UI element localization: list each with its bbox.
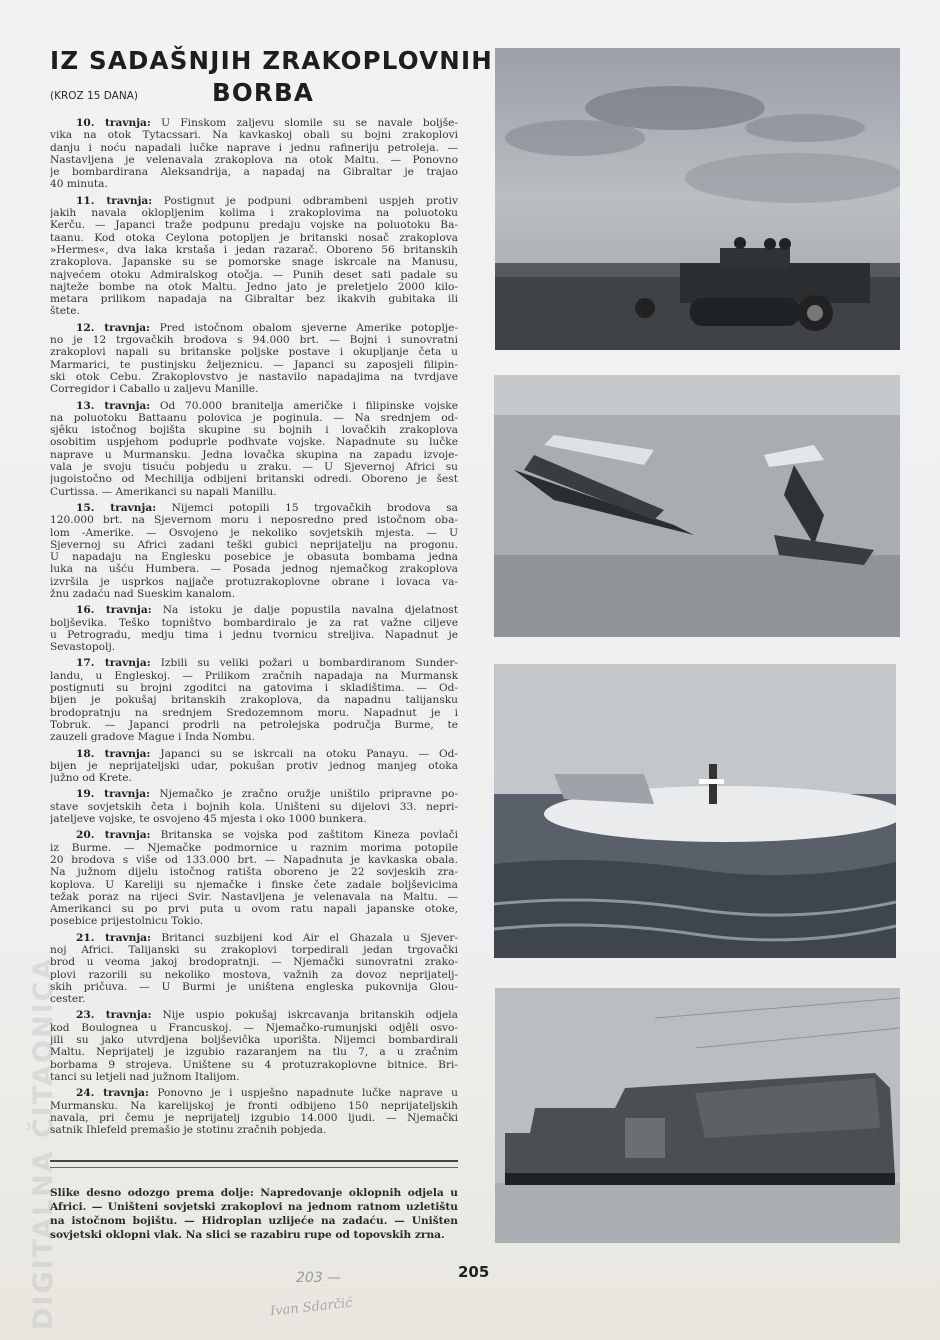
dated-entry bbox=[50, 502, 458, 600]
text-line: Nastavljena je velenavala zrakoplova na otok Maltu. — Ponovno bbox=[50, 153, 458, 166]
pencil-note-signature: Ivan Sdarčić bbox=[269, 1295, 354, 1320]
entry-text: Pred istočnom obalom sjeverne Amerike potoplje- bbox=[150, 321, 458, 334]
dated-entry bbox=[50, 195, 458, 318]
text-line: no je 12 trgovačkih brodova s 94.000 brt. — Bojni i sunovratni bbox=[50, 334, 458, 347]
caption-line: sovjetski oklopni vlak. Na slici se razabiru rupe od topovskih zrna. bbox=[50, 1229, 445, 1241]
entry-text: Izbili su veliki požari u bombardiranom Sunder- bbox=[150, 657, 458, 670]
photo-seaplane bbox=[494, 664, 896, 958]
text-line: taanu. Kod otoka Ceylona potopljen je britanski nosač zrakoplova bbox=[50, 231, 458, 244]
text-line: Curtissa. — Amerikanci su napali Manillu. bbox=[50, 485, 277, 498]
entry-date: 21. travnja: bbox=[76, 931, 151, 944]
entry-text: Postignut je podpuni odbrambeni uspjeh protiv bbox=[152, 194, 458, 207]
dated-entry bbox=[50, 322, 458, 396]
text-line bbox=[50, 604, 458, 616]
entry-date: 24. travnja: bbox=[76, 1087, 149, 1100]
entry-date: 11. travnja: bbox=[76, 194, 153, 207]
photo-caption bbox=[50, 1186, 458, 1242]
text-line: 20 brodova s više od 133.000 brt. — Napadnuta je kavkaska obala. bbox=[50, 853, 458, 866]
text-line bbox=[50, 657, 458, 669]
text-line bbox=[50, 788, 458, 800]
dated-entry bbox=[50, 400, 458, 498]
text-line: je bombardirana Aleksandrija, a napadaj na Gibraltar je trajao bbox=[50, 166, 458, 179]
text-line: južno od Krete. bbox=[50, 772, 132, 785]
entry-date: 19. travnja: bbox=[76, 788, 150, 801]
entry-date: 16. travnja: bbox=[76, 604, 152, 617]
text-line: Murmansku. Na karelijskoj je fronti odbijeno 150 neprijateljskih bbox=[50, 1099, 458, 1112]
text-line: Na južnom dijelu istočnog ratišta oboreno je 22 sovjeskih zra- bbox=[50, 866, 458, 879]
dated-entry bbox=[50, 604, 458, 653]
text-line: težak poraz na rijeci Svir. Nastavljena je velenavala na Maltu. — bbox=[50, 890, 458, 903]
text-line: Corregidor i Caballo u zaljevu Manille. bbox=[50, 383, 259, 396]
text-line: Maltu. Neprijatelj je izgubio razaranjem na tlu 7, a u zračnim bbox=[50, 1046, 458, 1059]
text-line: borbama 9 strojeva. Uništene su 4 protuzrakoplovne bitnice. Bri- bbox=[50, 1058, 458, 1071]
text-line: ski otok Cebu. Zrakoplovstvo je nastavilo napadajima na tvrdjave bbox=[50, 370, 458, 383]
entry-date: 13. travnja: bbox=[76, 399, 151, 412]
text-line bbox=[50, 748, 458, 760]
entry-text: Na istoku je dalje popustila navalna djelatnost bbox=[151, 604, 458, 617]
text-line: jili su jako utvrdjena boljševička uporišta. Nijemci bombardirali bbox=[50, 1034, 458, 1047]
entry-text: Nijemci potopili 15 trgovačkih brodova sa bbox=[156, 501, 458, 514]
text-line: osobitim uspjehom poduprle podhvate vojske. Napadnute su lučke bbox=[50, 436, 458, 449]
text-line: posebice prijestolnicu Tokio. bbox=[50, 915, 204, 928]
text-line: na poluotoku Battaanu polovica je poginula. — Na srednjem od- bbox=[50, 411, 458, 424]
entry-text: Ponovno je i uspješno napadnute lučke naprave u bbox=[148, 1087, 458, 1100]
entry-date: 23. travnja: bbox=[76, 1009, 152, 1022]
text-line: danju i noću napadali lučke naprave i jednu rafineriju petroleja. — bbox=[50, 141, 458, 154]
text-line: Kerču. — Japanci traže podpunu predaju vojske na poluotoku Ba- bbox=[50, 219, 458, 232]
dated-entry bbox=[50, 932, 458, 1006]
text-line bbox=[50, 829, 458, 841]
entry-text: U Finskom zaljevu slomile su se navale boljše- bbox=[150, 117, 458, 129]
text-line: najvećem otoku Admiralskog otočja. — Punih deset sati padale su bbox=[50, 268, 458, 281]
dated-entry bbox=[50, 748, 458, 785]
text-line bbox=[50, 932, 458, 944]
entry-date: 20. travnja: bbox=[76, 829, 151, 842]
text-line: luka na ušću Humbera. — Posada jednog njemačkog zrakoplova bbox=[50, 563, 458, 576]
text-line: tanci su letjeli nad južnom Italijom. bbox=[50, 1070, 240, 1083]
entry-text: Od 70.000 branitelja američke i filipinske vojske bbox=[150, 399, 458, 412]
text-line: jakih navala oklopljenim kolima i zrakoplovima na poluotoku bbox=[50, 207, 458, 220]
text-line: brodopratnju na srednjem Sredozemnom moru. Napadnut je i bbox=[50, 706, 458, 719]
text-line: lom -Amerike. — Osvojeno je nekoliko sovjetskih mjesta. — U bbox=[50, 526, 458, 539]
text-line: bijen je neprijateljski udar, pokušan protiv jednog manjeg otoka bbox=[50, 759, 458, 772]
text-line: iz Burme. — Njemačke podmornice u raznim morima potopile bbox=[50, 841, 458, 854]
text-line: 40 minuta. bbox=[50, 178, 108, 191]
text-line: »Hermes«, dva laka krstaša i jedan razarač. Oboreno 56 britanskih bbox=[50, 243, 458, 256]
entry-text: Nije uspio pokušaj iskrcavanja britanskih odjela bbox=[151, 1009, 458, 1022]
text-line: u Petrogradu, medju tima i jednu tvornicu streljiva. Napadnut je bbox=[50, 628, 458, 641]
text-line: najteže bombe na otok Maltu. Jedno jato je preletjelo 2000 kilo- bbox=[50, 280, 458, 293]
text-line: koplova. U Kareliji su njemačke i finske čete zadale boljševicima bbox=[50, 878, 458, 891]
dated-entry bbox=[50, 117, 458, 191]
entry-date: 18. travnja: bbox=[76, 747, 151, 760]
text-line: satnik Ihlefeld premašio je stotinu zračnih pobjeda. bbox=[50, 1124, 327, 1137]
text-line: cester. bbox=[50, 993, 86, 1006]
text-line: brod u veoma jakoj brodopratnji. — Njemački sunovratni zrako- bbox=[50, 956, 458, 969]
text-line: stave sovjetskih četa i bojnih kola. Uništeni su dijelovi 33. nepri- bbox=[50, 800, 458, 813]
text-line bbox=[50, 400, 458, 412]
text-line: Sjevernoj su Africi zadani teški gubici neprijatelju na progonu. bbox=[50, 538, 458, 551]
caption-line: Africi. — Uništeni sovjetski zrakoplovi na jednom ratnom uzletištu bbox=[50, 1201, 458, 1213]
article-body bbox=[50, 117, 458, 1140]
dated-entry bbox=[50, 1087, 458, 1136]
text-line: metara prilikom napadaja na Gibraltar bez ikakvih gubitaka ili bbox=[50, 293, 458, 306]
text-line: jugoistočno od Mechilija odbijeni britanski odredi. Oboreno je šest bbox=[50, 473, 458, 486]
text-line bbox=[50, 117, 458, 129]
text-line: žnu zadaću nad Sueskim kanalom. bbox=[50, 587, 236, 600]
text-line: 120.000 brt. na Sjevernom moru i neposredno pred istočnom oba- bbox=[50, 514, 458, 527]
text-line: izvršila je usprkos najjače protuzrakoplovne obrane i lovaca va- bbox=[50, 575, 458, 588]
entry-text: Japanci su se iskrcali na otoku Panayu. — Od- bbox=[150, 747, 458, 760]
photo-destroyed-aircraft bbox=[494, 375, 900, 637]
text-line bbox=[50, 502, 458, 514]
caption-line: na istočnom bojištu. — Hidroplan uzlijeće na zadaću. — Uništen bbox=[50, 1215, 458, 1227]
text-line: plovi razorili su nekoliko mostova, važnih za dovoz neprijatelj- bbox=[50, 968, 458, 981]
text-line: štete. bbox=[50, 305, 80, 318]
watermark: DIGITALNA ČITAONICA bbox=[28, 956, 59, 1330]
section-divider bbox=[50, 1160, 458, 1168]
entry-text: Njemačko je zračno oružje uništilo pripravne po- bbox=[149, 788, 458, 801]
entry-date: 17. travnja: bbox=[76, 657, 151, 670]
text-line: zrakoplova. Japanske su se pomorske snage iskrcale na Manusu, bbox=[50, 256, 458, 269]
article-title-line2: BORBA bbox=[212, 78, 315, 107]
text-line: Amerikanci su po prvi puta u ovom ratu napali japanske otoke, bbox=[50, 903, 458, 916]
text-line: landu, u Engleskoj. — Prilikom zračnih napadaja na Murmansk bbox=[50, 669, 458, 682]
text-line: zrakoplovi napali su britanske poljske postave i okupljanje četa u bbox=[50, 346, 458, 359]
text-line: U napadaju na Englesku posebice je obasuta bombama jedna bbox=[50, 551, 458, 564]
text-line: postignuti su brojni zgoditci na gatovima i skladištima. — Od- bbox=[50, 682, 458, 695]
text-line: jateljeve vojske, te osvojeno 45 mjesta i oko 1000 bunkera. bbox=[50, 813, 367, 826]
text-line: Marmarici, te pustinjsku željeznicu. — Japanci su zaposjeli filipin- bbox=[50, 358, 458, 371]
text-line: vala je svoju tisuću pobjedu u zraku. — U Sjevernoj Africi su bbox=[50, 461, 458, 474]
text-line: bijen je pokušaj britanskih zrakoplova, da napadnu talijansku bbox=[50, 694, 458, 707]
entry-date: 15. travnja: bbox=[76, 501, 157, 514]
entry-text: Britanska se vojska pod zaštitom Kineza povlači bbox=[150, 829, 458, 842]
dated-entry bbox=[50, 788, 458, 825]
text-line: zauzeli gradove Mague i Inda Nombu. bbox=[50, 731, 255, 744]
page-number: 205 bbox=[458, 1263, 490, 1281]
entry-date: 12. travnja: bbox=[76, 321, 151, 334]
dated-entry bbox=[50, 829, 458, 927]
text-line: vika na otok Tytacssari. Na kavkaskoj obali su bojni zrakoplovi bbox=[50, 129, 458, 142]
dated-entry bbox=[50, 1009, 458, 1083]
caption-line: Slike desno odozgo prema dolje: Napredovanje oklopnih odjela u bbox=[50, 1187, 458, 1199]
pencil-note-number: 203 — bbox=[296, 1270, 342, 1286]
text-line bbox=[50, 1087, 458, 1099]
text-line: naprave u Murmansku. Jedna lovačka skupina na zapadu izvoje- bbox=[50, 448, 458, 461]
article-title-line1: IZ SADAŠNJIH ZRAKOPLOVNIH bbox=[50, 46, 493, 75]
text-line: navala, pri čemu je neprijatelj izgubio 14.000 ljudi. — Njemački bbox=[50, 1111, 458, 1124]
text-line bbox=[50, 195, 458, 207]
article-subtitle: (KROZ 15 DANA) bbox=[50, 90, 138, 102]
dated-entry bbox=[50, 657, 458, 743]
text-line: sjêku istočnog bojišta skupine su bojnih i lovačkih zrakoplova bbox=[50, 424, 458, 437]
text-line: skih pričuva. — U Burmi je uništena engleska pukovnija Glou- bbox=[50, 980, 458, 993]
text-line bbox=[50, 322, 458, 334]
text-line: noj Africi. Talijanski su zrakoplovi torpedirali jedan trgovački bbox=[50, 944, 458, 956]
photo-halftrack bbox=[495, 48, 900, 350]
text-line bbox=[50, 1009, 458, 1021]
text-line: kod Boulognea u Francuskoj. — Njemačko-rumunjski odjêli osvo- bbox=[50, 1021, 458, 1034]
text-line: Tobruk. — Japanci prodrli na petrolejska područja Burme, te bbox=[50, 718, 458, 731]
text-line: boljševika. Teško topništvo bombardiralo je za rat važne ciljeve bbox=[50, 616, 458, 629]
photo-armored-train bbox=[495, 988, 900, 1243]
entry-date: 10. travnja: bbox=[76, 117, 151, 129]
entry-text: Britanci suzbijeni kod Air el Ghazala u Sjever- bbox=[150, 931, 458, 944]
text-line: Sevastopolj. bbox=[50, 641, 116, 654]
